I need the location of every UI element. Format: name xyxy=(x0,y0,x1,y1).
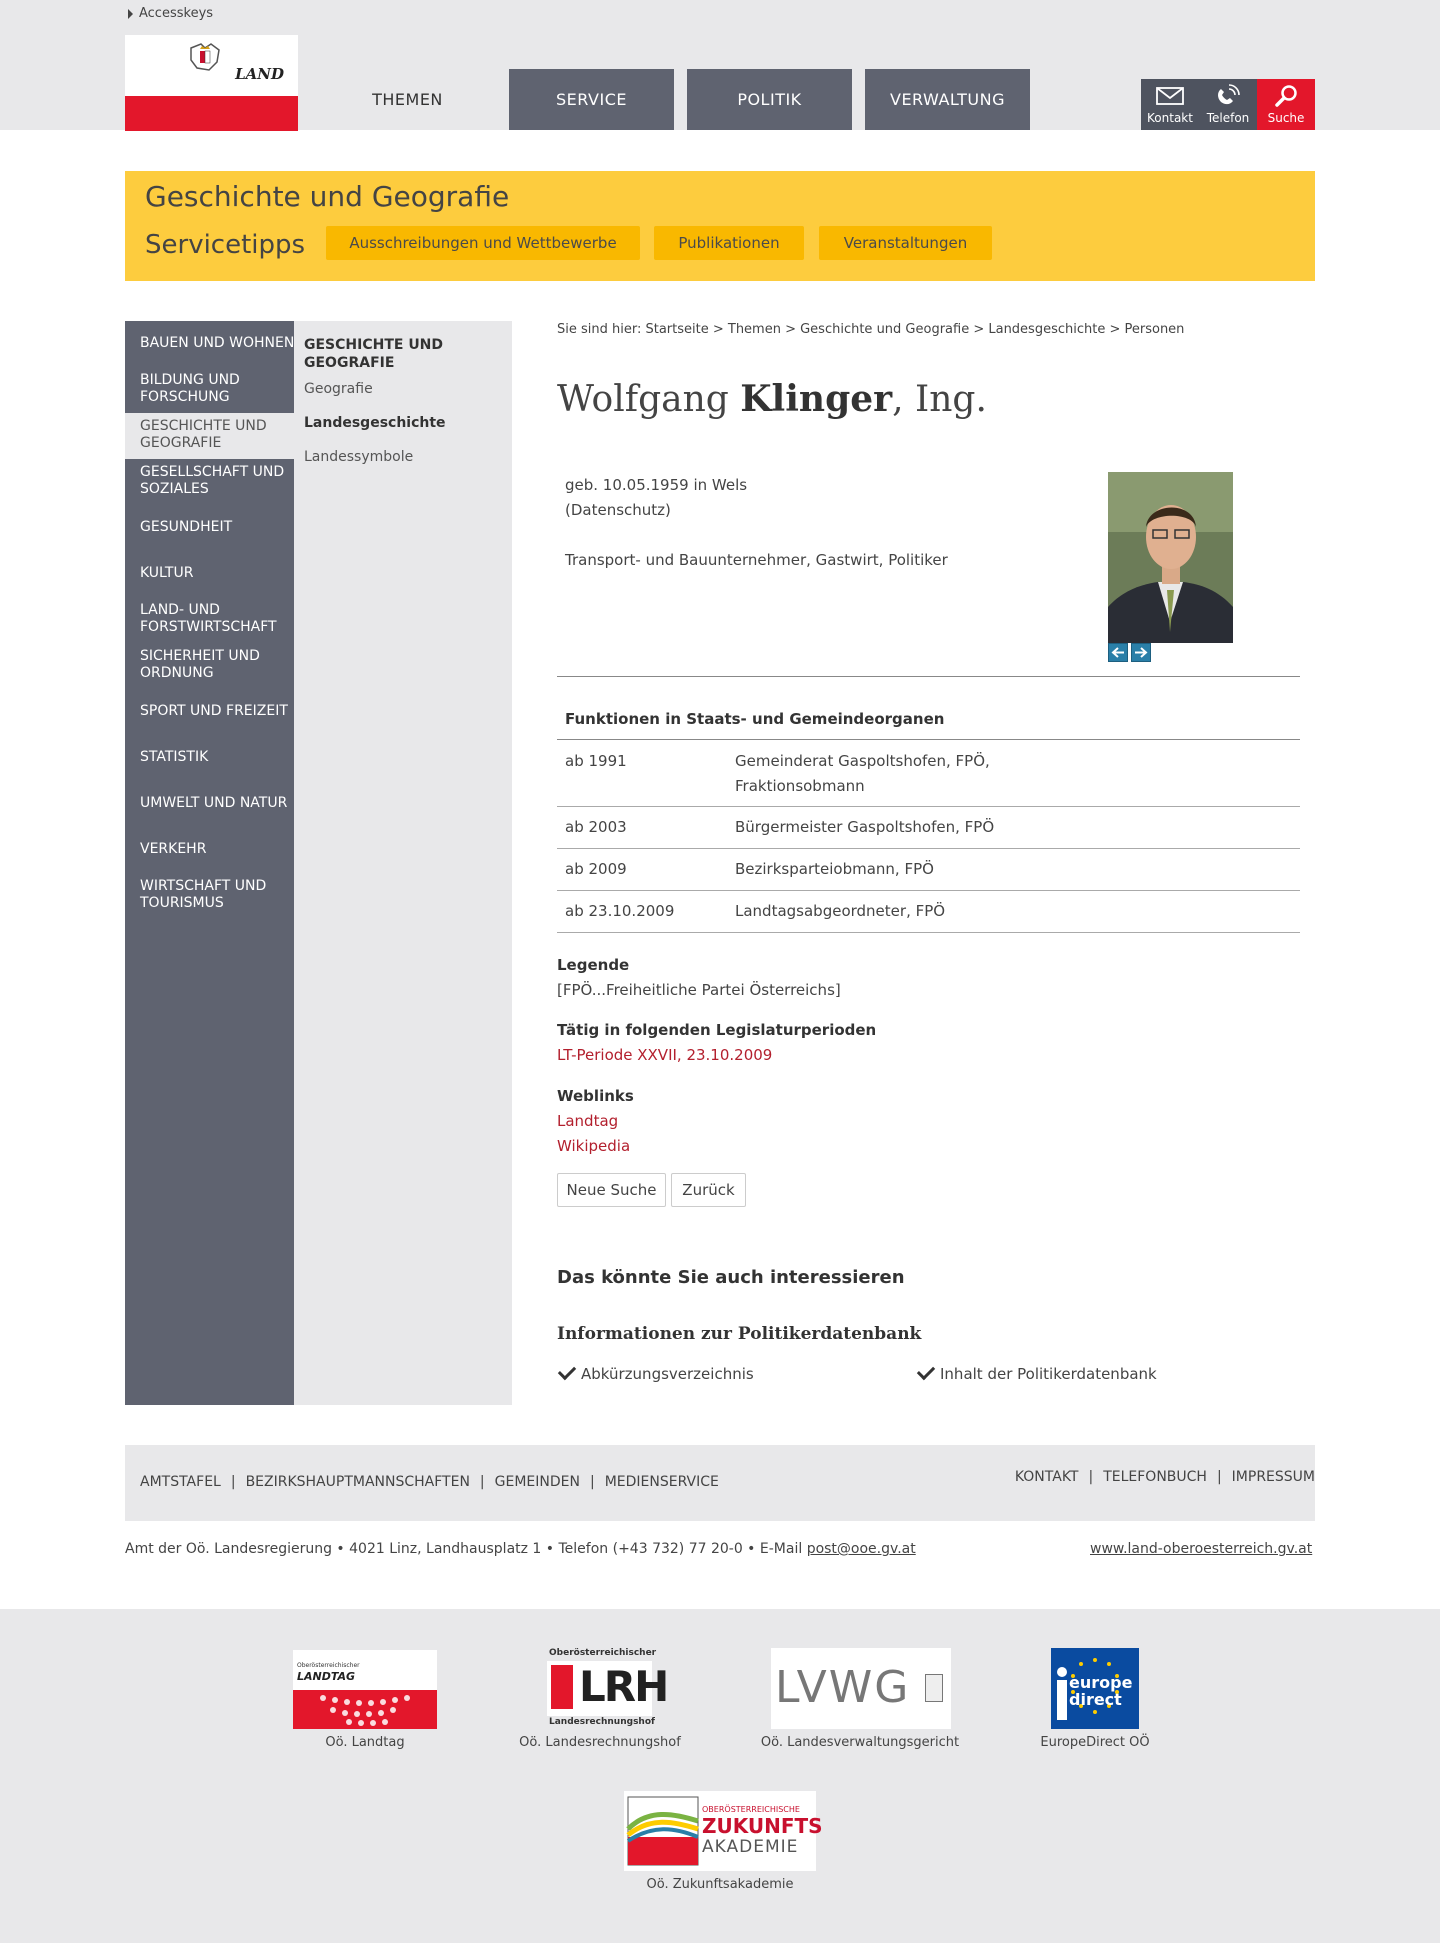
table-divider xyxy=(557,739,1300,740)
sidebar-item-wirtschaft[interactable]: WIRTSCHAFT UND TOURISMUS xyxy=(140,878,267,911)
nav-service[interactable]: SERVICE xyxy=(509,69,674,130)
subnav-heading[interactable]: GESCHICHTE UND GEOGRAFIE xyxy=(304,337,444,371)
photo-prev-button[interactable] xyxy=(1108,643,1128,662)
address-text: Amt der Oö. Landesregierung • 4021 Linz, Landhausplatz 1 • Telefon (+43 732) 77 20-0 • E-Mail xyxy=(125,1541,807,1557)
email-link[interactable]: post@ooe.gv.at xyxy=(806,1541,916,1557)
subnav-item-landesgeschichte[interactable]: Landesgeschichte xyxy=(304,415,446,431)
footer-separator: | xyxy=(1216,1469,1222,1485)
footer-right-links xyxy=(1015,1469,1315,1485)
subnav xyxy=(294,321,512,1405)
profession: Transport- und Bauunternehmer, Gastwirt, Politiker xyxy=(565,551,948,569)
table-divider xyxy=(557,890,1300,891)
zukunftsakademie-emblem-icon xyxy=(628,1797,698,1865)
partner-logos-area xyxy=(0,1609,1440,1943)
section-title: Geschichte und Geografie xyxy=(145,180,510,213)
europedirect-logo[interactable] xyxy=(1051,1648,1139,1729)
lrh-logo-main: LRH xyxy=(579,1662,668,1711)
phone-button[interactable] xyxy=(1199,79,1257,130)
sidebar-item-gesundheit[interactable]: GESUNDHEIT xyxy=(140,519,233,535)
landtag-logo-top: Oberösterreichischer xyxy=(297,1662,360,1669)
function-role-1: Gemeinderat Gaspoltshofen, FPÖ, xyxy=(735,752,990,770)
contact-label: Kontakt xyxy=(1147,111,1193,125)
state-logo[interactable] xyxy=(125,35,298,131)
function-period-1: ab 1991 xyxy=(565,752,627,770)
related-heading: Das könnte Sie auch interessieren xyxy=(557,1267,905,1288)
search-button[interactable] xyxy=(1257,79,1315,130)
sidebar-item-statistik[interactable]: STATISTIK xyxy=(140,749,209,765)
footer-link-amtstafel[interactable]: AMTSTAFEL xyxy=(140,1474,221,1490)
sidebar-item-umwelt[interactable]: UMWELT UND NATUR xyxy=(140,795,288,811)
privacy-note: (Datenschutz) xyxy=(565,501,671,519)
check-icon xyxy=(558,1362,576,1380)
back-button[interactable]: Zurück xyxy=(671,1173,746,1207)
function-role-2: Bürgermeister Gaspoltshofen, FPÖ xyxy=(735,818,995,836)
europedirect-caption[interactable]: EuropeDirect OÖ xyxy=(1040,1735,1150,1750)
logo-land-text: LAND xyxy=(235,65,284,83)
function-period-3: ab 2009 xyxy=(565,860,627,878)
footer-link-medienservice[interactable]: MEDIENSERVICE xyxy=(604,1474,719,1490)
footer-separator: | xyxy=(479,1474,485,1490)
lvwg-logo-main: LVWG xyxy=(775,1662,911,1713)
new-search-button[interactable]: Neue Suche xyxy=(557,1173,666,1207)
pill-ausschreibungen[interactable]: Ausschreibungen und Wettbewerbe xyxy=(326,226,640,260)
phone-label: Telefon xyxy=(1206,111,1250,125)
nav-politik[interactable]: POLITIK xyxy=(687,69,852,130)
table-divider xyxy=(557,848,1300,849)
lrh-logo[interactable] xyxy=(547,1648,668,1729)
landtag-logo[interactable] xyxy=(293,1650,437,1729)
footer-separator: | xyxy=(230,1474,236,1490)
servicetipps-label: Servicetipps xyxy=(145,230,306,260)
subnav-item-landessymbole[interactable]: Landessymbole xyxy=(304,449,414,465)
legend-text: [FPÖ...Freiheitliche Partei Österreichs] xyxy=(557,981,841,999)
nav-themen[interactable]: THEMEN xyxy=(372,90,443,109)
lrh-logo-top: Oberösterreichischer xyxy=(549,1648,657,1658)
weblink-wikipedia[interactable]: Wikipedia xyxy=(557,1137,631,1155)
zukunftsakademie-logo-bottom: AKADEMIE xyxy=(702,1837,799,1857)
check-icon xyxy=(917,1362,935,1380)
website-link[interactable]: www.land-oberoesterreich.gv.at xyxy=(1090,1541,1313,1557)
logo-state-text: OBERÖSTERREICH xyxy=(139,83,297,99)
lvwg-logo[interactable] xyxy=(771,1648,951,1729)
person-photo xyxy=(1108,472,1233,643)
footer-link-bh[interactable]: BEZIRKSHAUPTMANNSCHAFTEN xyxy=(245,1474,470,1490)
function-role-3: Bezirksparteiobmann, FPÖ xyxy=(735,860,934,878)
arrow-right-icon xyxy=(1132,644,1150,661)
person-name xyxy=(557,378,987,420)
table-divider xyxy=(557,932,1300,933)
pill-publikationen[interactable]: Publikationen xyxy=(654,226,804,260)
zukunftsakademie-logo-main: ZUKUNFTS xyxy=(702,1814,823,1838)
europedirect-logo-main: europe direct xyxy=(1069,1673,1133,1709)
triangle-right-icon xyxy=(128,9,133,19)
sidebar-item-verkehr[interactable]: VERKEHR xyxy=(140,841,207,857)
sidebar-item-bauen[interactable]: BAUEN UND WOHNEN xyxy=(140,335,295,351)
contact-button[interactable] xyxy=(1141,79,1199,130)
footer-link-impressum[interactable]: IMPRESSUM xyxy=(1231,1469,1315,1485)
crest-icon xyxy=(187,40,223,76)
weblink-landtag[interactable]: Landtag xyxy=(557,1112,619,1130)
footer-separator: | xyxy=(1088,1469,1094,1485)
related-link-abkuerzung[interactable]: Abkürzungsverzeichnis xyxy=(581,1365,754,1383)
function-role-1b: Fraktionsobmann xyxy=(735,777,865,795)
sidebar-item-bildung[interactable]: BILDUNG UND FORSCHUNG xyxy=(140,372,240,405)
envelope-icon xyxy=(1155,84,1185,108)
sidebar-item-land-forst[interactable]: LAND- UND FORSTWIRTSCHAFT xyxy=(140,602,277,635)
subnav-item-geografie[interactable]: Geografie xyxy=(304,381,373,397)
zukunftsakademie-logo-top: OBERÖSTERREICHISCHE xyxy=(702,1805,800,1814)
last-name: Klinger xyxy=(740,378,893,420)
landtag-seats-icon xyxy=(293,1690,437,1729)
periods-heading: Tätig in folgenden Legislaturperioden xyxy=(557,1021,877,1039)
function-period-2: ab 2003 xyxy=(565,818,627,836)
logo-red-band xyxy=(125,96,298,131)
landtag-caption[interactable]: Oö. Landtag xyxy=(325,1735,405,1750)
functions-heading: Funktionen in Staats- und Gemeindeorganen xyxy=(565,710,945,728)
footer-left-links xyxy=(140,1474,719,1490)
footer-link-telefonbuch[interactable]: TELEFONBUCH xyxy=(1103,1469,1207,1485)
address-line xyxy=(125,1541,916,1557)
table-divider xyxy=(557,806,1300,807)
search-label: Suche xyxy=(1267,111,1305,125)
lrh-logo-bottom: Landesrechnungshof xyxy=(549,1717,655,1727)
footer-link-kontakt[interactable]: KONTAKT xyxy=(1014,1469,1079,1485)
footer-link-gemeinden[interactable]: GEMEINDEN xyxy=(494,1474,580,1490)
photo-next-button[interactable] xyxy=(1131,643,1151,662)
sidebar-item-kultur[interactable]: KULTUR xyxy=(140,565,194,581)
phone-icon xyxy=(1213,84,1243,108)
sidebar-item-sport[interactable]: SPORT UND FREIZEIT xyxy=(140,703,288,719)
arrow-left-icon xyxy=(1109,644,1127,661)
function-period-4: ab 23.10.2009 xyxy=(565,902,675,920)
zukunftsakademie-caption[interactable]: Oö. Zukunftsakademie xyxy=(646,1877,794,1892)
footer-separator: | xyxy=(589,1474,595,1490)
function-role-4: Landtagsabgeordneter, FPÖ xyxy=(735,902,946,920)
accesskeys-label: Accesskeys xyxy=(139,6,214,21)
first-name: Wolfgang xyxy=(557,379,729,420)
divider xyxy=(557,676,1300,677)
search-icon xyxy=(1271,84,1301,108)
name-suffix: , Ing. xyxy=(892,379,987,420)
breadcrumb: Sie sind hier: Startseite > Themen > Geschichte und Geografie > Landesgeschichte > Personen xyxy=(557,322,1185,337)
accesskeys-link[interactable] xyxy=(128,6,213,21)
sidebar-item-gesellschaft[interactable]: GESELLSCHAFT UND SOZIALES xyxy=(140,464,285,497)
birth-info: geb. 10.05.1959 in Wels xyxy=(565,476,748,494)
lrh-caption[interactable]: Oö. Landesrechnungshof xyxy=(519,1735,681,1750)
landtag-logo-main: LANDTAG xyxy=(297,1670,356,1683)
zukunftsakademie-logo[interactable] xyxy=(624,1791,823,1871)
period-link[interactable]: LT-Periode XXVII, 23.10.2009 xyxy=(557,1046,773,1064)
lvwg-caption[interactable]: Oö. Landesverwaltungsgericht xyxy=(760,1735,960,1750)
nav-verwaltung[interactable]: VERWALTUNG xyxy=(865,69,1030,130)
legend-heading: Legende xyxy=(557,956,630,974)
sidebar-item-geschichte[interactable]: GESCHICHTE UND GEOGRAFIE xyxy=(140,418,267,451)
pill-veranstaltungen[interactable]: Veranstaltungen xyxy=(819,226,992,260)
related-link-inhalt[interactable]: Inhalt der Politikerdatenbank xyxy=(940,1365,1157,1383)
weblinks-heading: Weblinks xyxy=(557,1087,634,1105)
related-subheading: Informationen zur Politikerdatenbank xyxy=(557,1324,922,1344)
sidebar-item-sicherheit[interactable]: SICHERHEIT UND ORDNUNG xyxy=(140,648,260,681)
